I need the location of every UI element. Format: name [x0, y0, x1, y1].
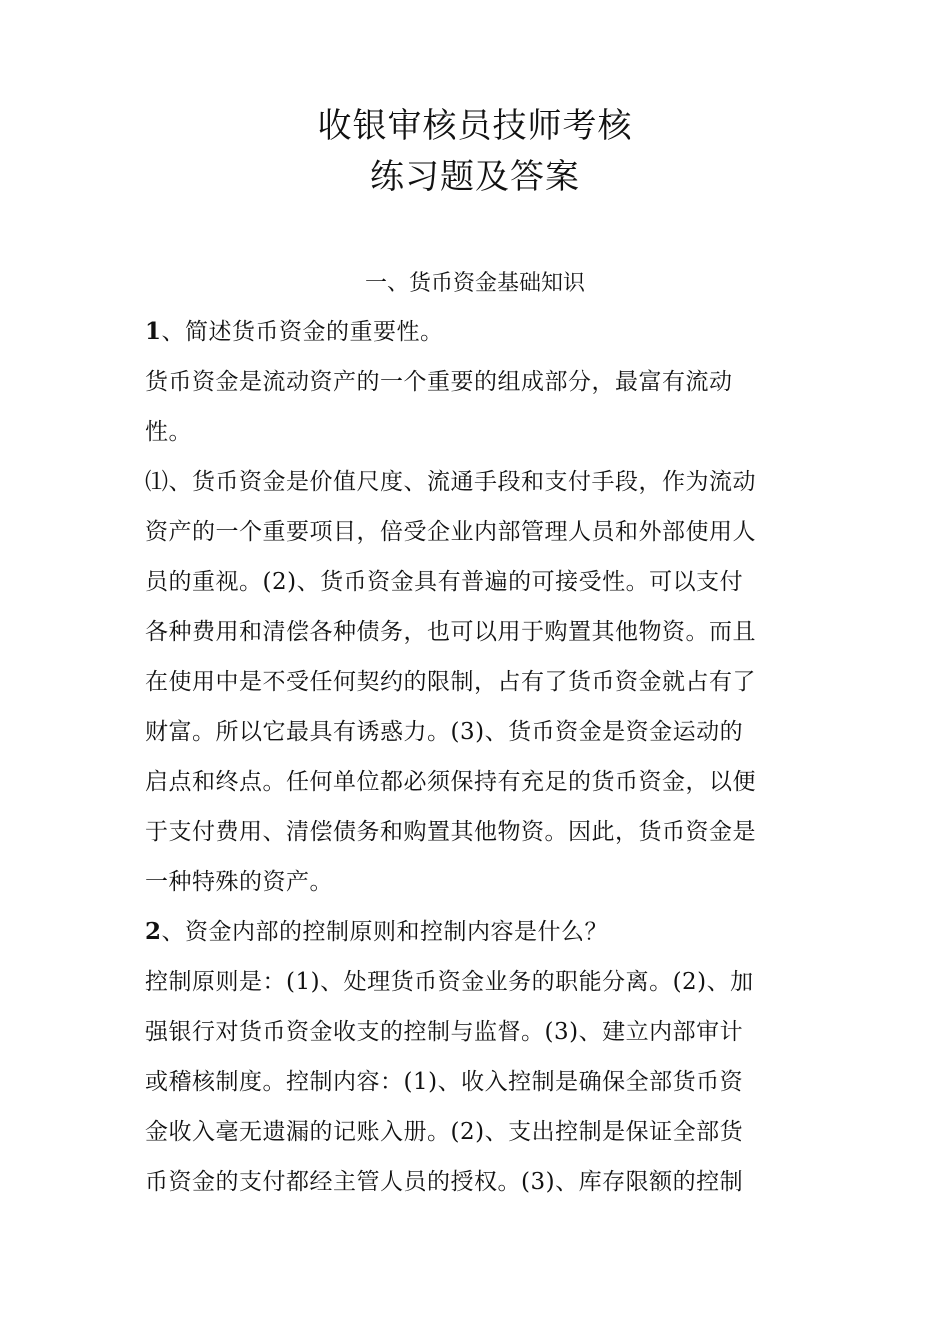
answer-line: 资产的一个重要项目，倍受企业内部管理人员和外部使用人 — [145, 519, 756, 545]
answer-line: 或稽核制度。控制内容：(1)、收入控制是确保全部货币资 — [145, 1069, 744, 1095]
question-2-heading — [145, 917, 608, 947]
question-text: 、资金内部的控制原则和控制内容是什么？ — [161, 919, 609, 945]
answer-line: 币资金的支付都经主管人员的授权。(3)、库存限额的控制 — [145, 1169, 744, 1195]
answer-line: 货币资金是流动资产的一个重要的组成部分，最富有流动 — [145, 369, 733, 395]
answer-line: 一种特殊的资产。 — [145, 869, 333, 895]
answer-line: 启点和终点。任何单位都必须保持有充足的货币资金，以便 — [145, 769, 756, 795]
answer-line: 各种费用和清偿各种债务，也可以用于购置其他物资。而且 — [145, 619, 756, 645]
section-heading: 一、货币资金基础知识 — [364, 271, 585, 296]
answer-line: 控制原则是：(1)、处理货币资金业务的职能分离。(2)、加 — [145, 969, 754, 995]
answer-line: 在使用中是不受任何契约的限制，占有了货币资金就占有了 — [145, 669, 756, 695]
question-number: 1 — [145, 318, 162, 345]
question-text: 、简述货币资金的重要性。 — [161, 319, 444, 345]
answer-line: 金收入毫无遗漏的记账入册。(2)、支出控制是保证全部货 — [145, 1119, 744, 1145]
answer-line: ⑴、货币资金是价值尺度、流通手段和支付手段，作为流动 — [145, 469, 756, 495]
answer-line: 强银行对货币资金收支的控制与监督。(3)、建立内部审计 — [145, 1019, 744, 1045]
document-title-line-1: 收银审核员技师考核 — [317, 106, 633, 146]
answer-line: 性。 — [145, 419, 192, 445]
answer-line: 财富。所以它最具有诱惑力。(3)、货币资金是资金运动的 — [145, 719, 744, 745]
answer-line: 员的重视。(2)、货币资金具有普遍的可接受性。可以支付 — [145, 569, 744, 595]
document-title-line-2: 练习题及答案 — [370, 157, 580, 197]
answer-line: 于支付费用、清偿债务和购置其他物资。因此，货币资金是 — [145, 819, 756, 845]
question-number: 2 — [145, 918, 162, 945]
question-1-heading — [145, 317, 444, 347]
